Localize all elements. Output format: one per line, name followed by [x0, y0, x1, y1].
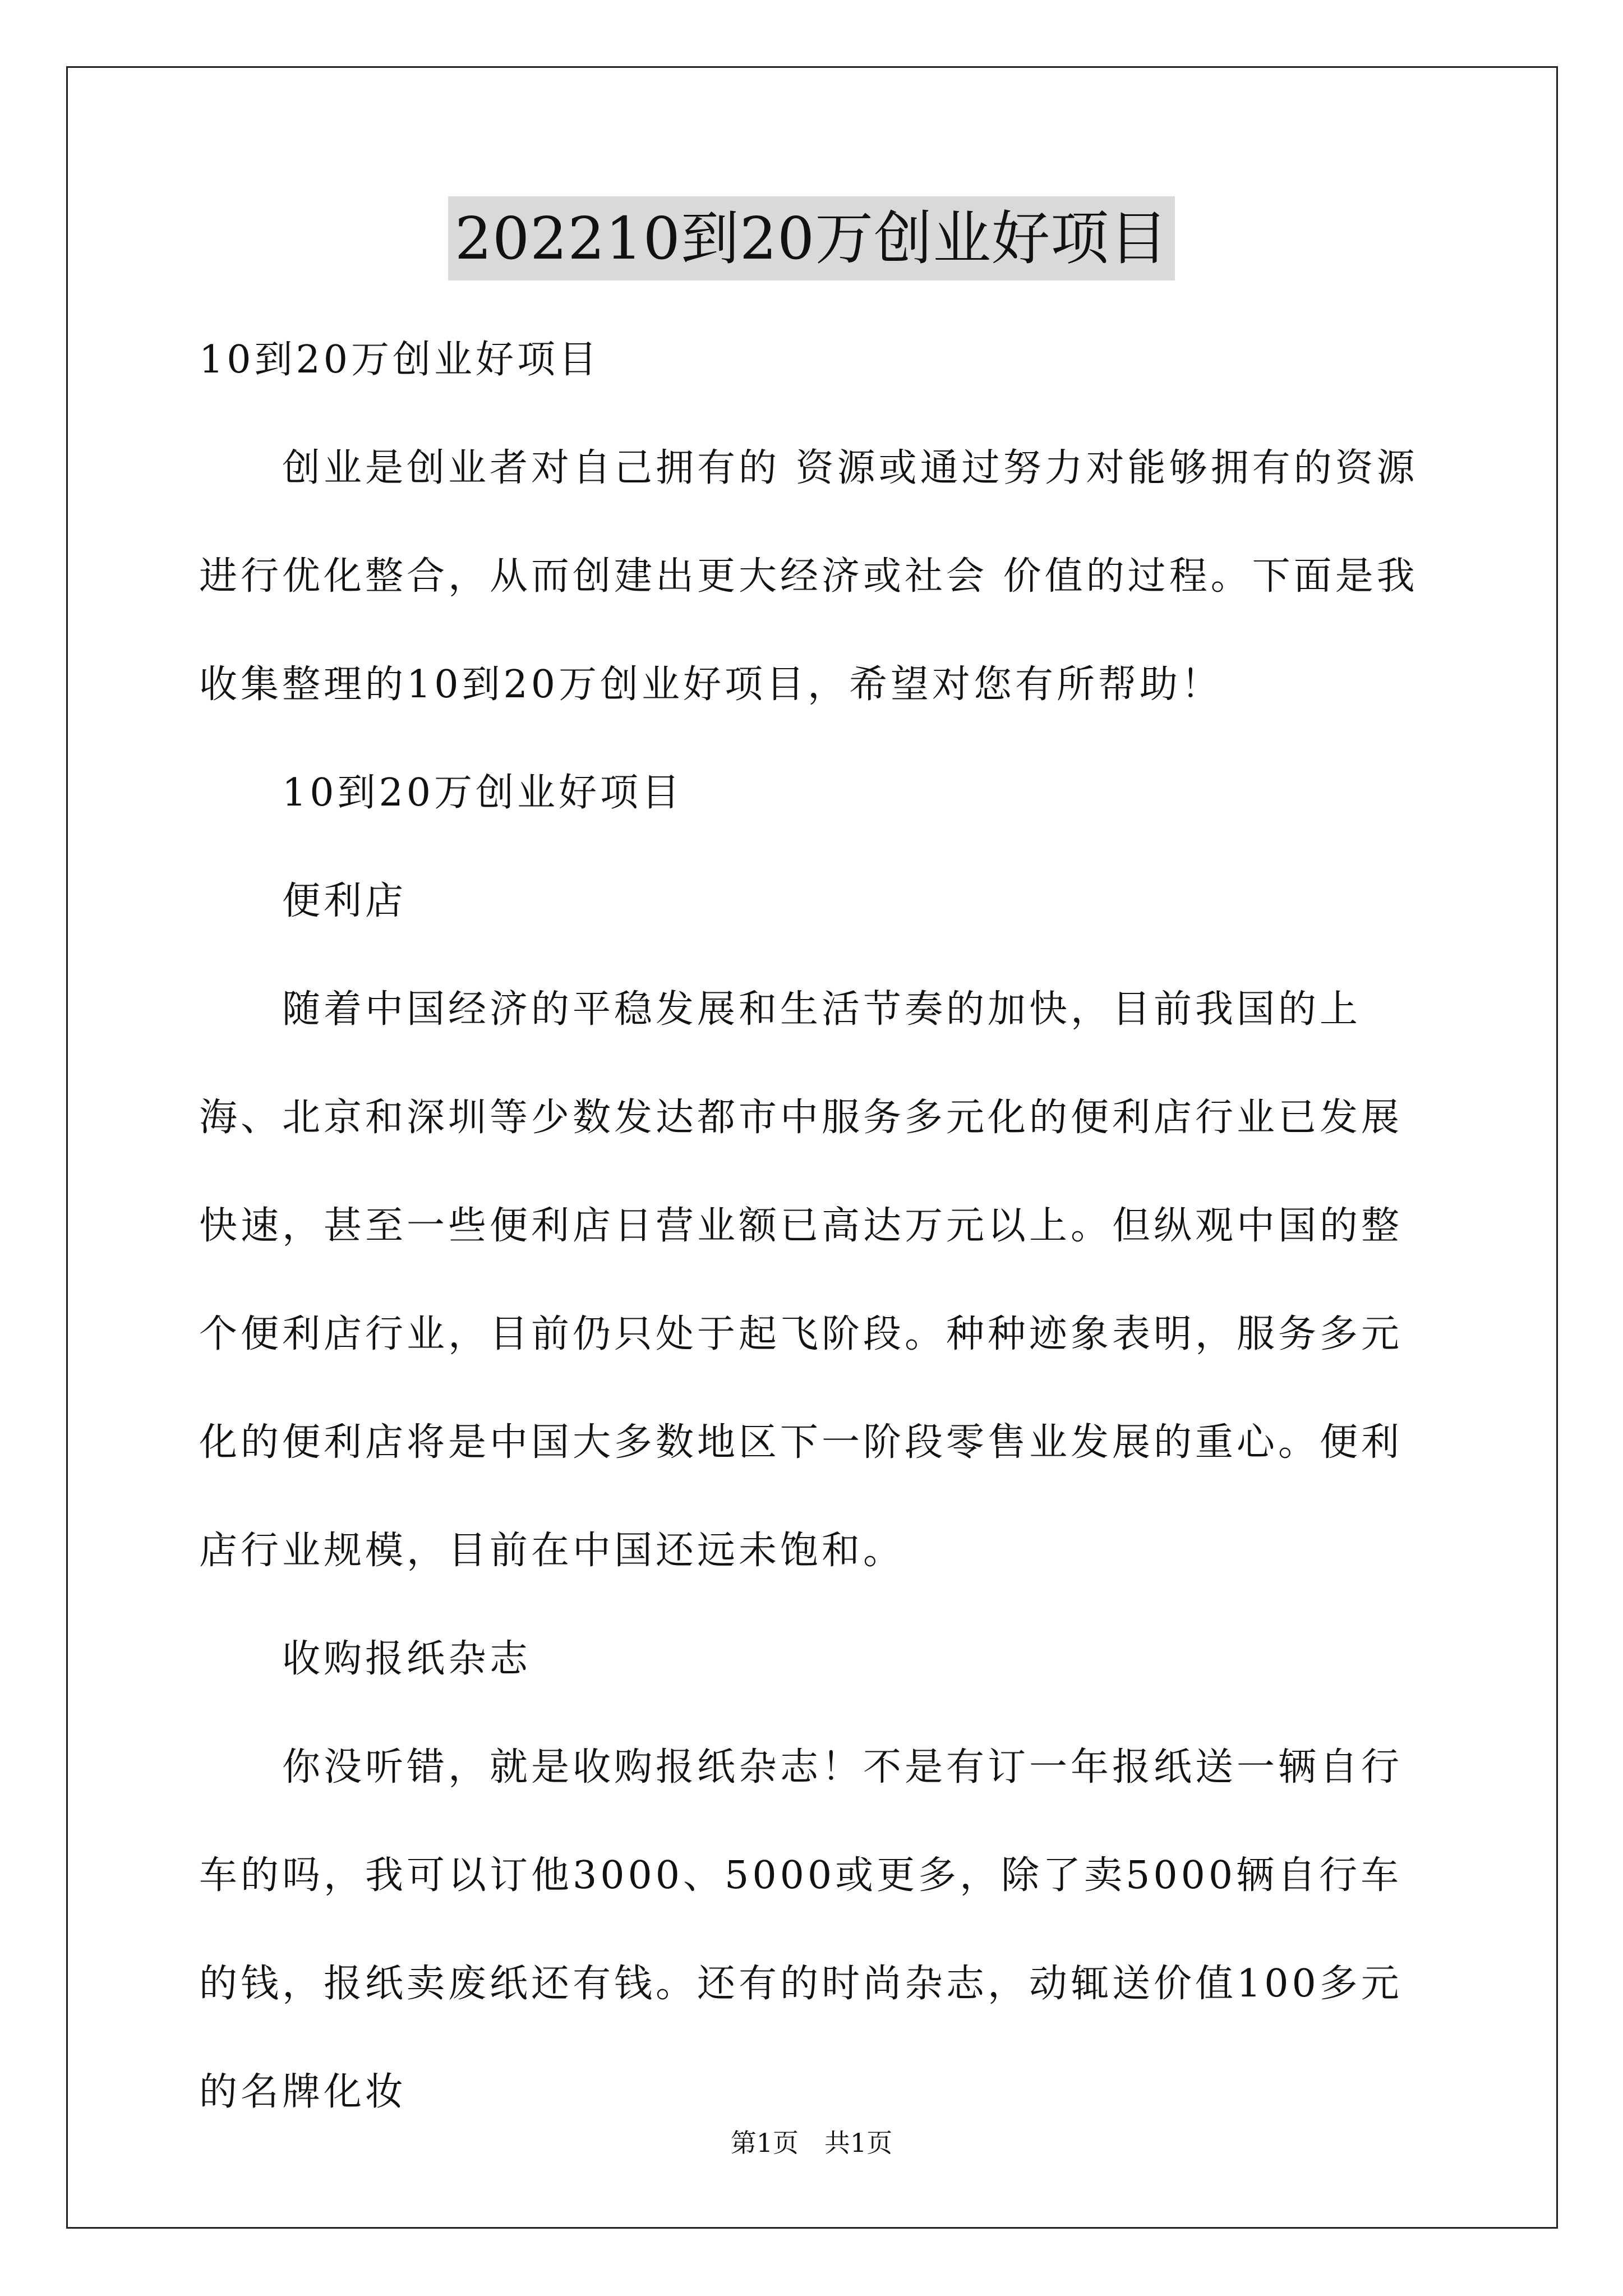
paragraph-intro: 创业是创业者对自己拥有的 资源或通过努力对能够拥有的资源进行优化整合，从而创建出更大经济或社会 价值的过程。下面是我收集整理的10到20万创业好项目，希望对您有所帮助！ — [199, 446, 1418, 707]
document-body — [199, 306, 1430, 2146]
paragraph-newspapers: 你没听错，就是收购报纸杂志！不是有订一年报纸送一辆自行车的吗，我可以订他3000、5000或更多，除了卖5000辆自行车的钱，报纸卖废纸还有钱。还有的时尚杂志，动辄送价值100多元的名牌化妆 — [199, 1745, 1403, 2114]
paragraph-heading-convenience-store: 便利店 — [282, 879, 407, 923]
page-footer: 第1页 共1页 — [730, 2128, 893, 2158]
paragraph-section-heading: 10到20万创业好项目 — [282, 771, 684, 815]
paragraph-subtitle: 10到20万创业好项目 — [199, 338, 601, 382]
paragraph-convenience-store: 随着中国经济的平稳发展和生活节奏的加快，目前我国的上海、北京和深圳等少数发达都市中服务多元化的便利店行业已发展快速，甚至一些便利店日营业额已高达万元以上。但纵观中国的整个便利店行业，目前仍只处于起飞阶段。种种迹象表明，服务多元化的便利店将是中国大多数地区下一阶段零售业发展的重心。便利店行业规模，目前在中国还远未饱和。 — [199, 987, 1403, 1573]
paragraph-heading-newspapers: 收购报纸杂志 — [282, 1637, 532, 1681]
document-title: 202210到20万创业好项目 — [448, 196, 1175, 280]
title-container — [0, 196, 1623, 280]
